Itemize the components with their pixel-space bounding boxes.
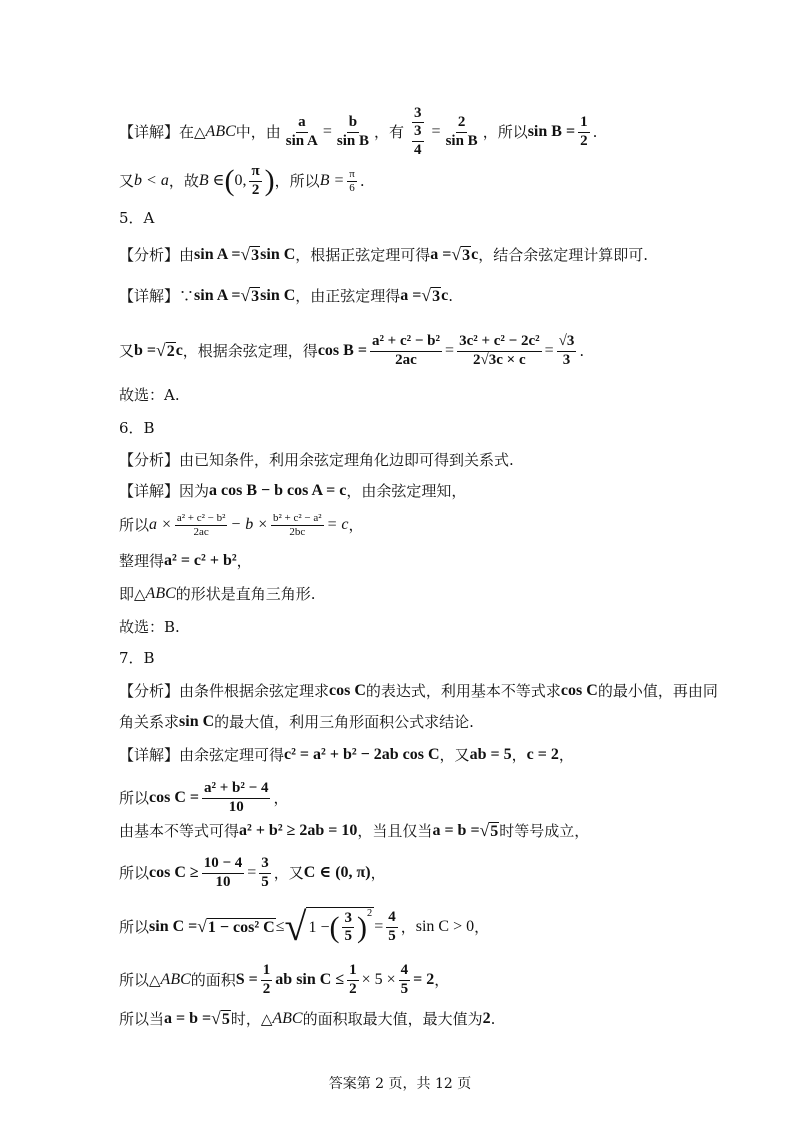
text-span: ， bbox=[370, 864, 386, 882]
detail-6-line-4 bbox=[119, 584, 740, 604]
math-expression: B = bbox=[319, 172, 345, 190]
math-expression: × 5 × bbox=[361, 971, 396, 989]
detail-7-line-2 bbox=[119, 776, 740, 820]
close-paren: ) bbox=[356, 910, 367, 944]
fraction bbox=[444, 114, 480, 150]
detail-7-line-3 bbox=[119, 820, 740, 842]
text-span: 时，△ bbox=[230, 1010, 273, 1028]
radicand: 3 bbox=[251, 287, 260, 305]
math-expression: sin C = bbox=[149, 918, 198, 936]
detail-6-line-2 bbox=[119, 507, 740, 543]
text-span: 6．B bbox=[119, 419, 155, 437]
fraction-numerator: a bbox=[296, 114, 308, 132]
text-span: . bbox=[592, 123, 598, 141]
math-expression: 1 − bbox=[308, 918, 330, 936]
fraction-numerator: √3 bbox=[557, 333, 577, 351]
text-span: 5．A bbox=[119, 209, 155, 227]
fraction-denominator: 2 bbox=[262, 980, 271, 997]
math-expression: a = bbox=[430, 246, 452, 264]
fraction bbox=[557, 333, 577, 369]
text-span: 故选：A. bbox=[119, 386, 180, 404]
detail-7-line-5 bbox=[119, 902, 740, 952]
radicand bbox=[306, 907, 374, 947]
text-span: 【分析】由已知条件，利用余弦定理角化边即可得到关系式. bbox=[119, 451, 514, 469]
radical-sign: √ bbox=[284, 904, 307, 949]
math-expression: b = bbox=[134, 342, 157, 360]
text-span: ，结合余弦定理计算即可. bbox=[478, 246, 648, 264]
text-span: 的最小值，再由同 bbox=[597, 682, 718, 700]
fraction-numerator: b bbox=[347, 114, 359, 132]
text-span: 的表达式，利用基本不等式求 bbox=[365, 682, 561, 700]
math-expression: S = bbox=[235, 971, 258, 989]
fraction-numerator: 3 bbox=[412, 123, 424, 141]
math-expression: sin A = bbox=[194, 246, 241, 264]
text-span: ， bbox=[236, 552, 252, 570]
fraction-numerator: 4 bbox=[399, 962, 411, 980]
math-expression: = bbox=[431, 123, 441, 141]
fraction-numerator: a² + c² − b² bbox=[176, 512, 226, 525]
detail-7-line-7 bbox=[119, 1008, 740, 1030]
fraction bbox=[175, 512, 228, 537]
text-span: 中，由 bbox=[235, 123, 281, 141]
square-root bbox=[479, 819, 500, 841]
text-span: ，又 bbox=[273, 864, 304, 882]
fraction-numerator: a² + c² − b² bbox=[370, 333, 442, 351]
text-span: 故选：B. bbox=[119, 618, 180, 636]
detail-5-line-1 bbox=[119, 285, 740, 307]
open-paren: ( bbox=[329, 910, 340, 944]
answer-label-6 bbox=[119, 418, 740, 438]
fraction-denominator: 2 bbox=[580, 132, 588, 149]
text-span: ， bbox=[511, 746, 527, 764]
radical-sign: √ bbox=[240, 284, 251, 305]
text-span: . bbox=[490, 1010, 496, 1028]
math-expression: cos C ≥ bbox=[149, 864, 199, 882]
fraction-denominator: 2 bbox=[251, 181, 260, 198]
fraction-numerator: 3c² + c² − 2c² bbox=[457, 333, 542, 351]
text-span: 的面积取最大值，最大值为 bbox=[302, 1010, 483, 1028]
math-expression: 0, bbox=[234, 172, 247, 190]
detail-6-line-3 bbox=[119, 550, 740, 572]
fraction bbox=[457, 333, 542, 369]
radical-sign: √ bbox=[479, 819, 490, 840]
solution-line-1 bbox=[119, 105, 740, 158]
math-expression: = bbox=[322, 123, 332, 141]
math-expression: sin B = bbox=[527, 123, 576, 141]
math-expression: ABC bbox=[160, 971, 191, 989]
open-paren: ( bbox=[224, 164, 235, 197]
fraction-denominator: 5 bbox=[388, 927, 396, 944]
radical-sign: √ bbox=[211, 1007, 221, 1028]
text-span: 【详解】因为 bbox=[119, 482, 210, 500]
fraction-numerator: 3 bbox=[342, 910, 354, 928]
radicand: 1 − cos² C bbox=[207, 918, 275, 936]
text-span: 所以△ bbox=[119, 971, 161, 989]
fraction-numerator: b² + c² − a² bbox=[272, 512, 322, 525]
math-expression: = bbox=[544, 342, 554, 360]
fraction-denominator: 2ac bbox=[193, 525, 209, 538]
fraction-numerator: 2 bbox=[456, 114, 468, 132]
fraction-denominator: 10 bbox=[215, 873, 231, 890]
fraction bbox=[370, 333, 442, 369]
square-root bbox=[240, 243, 261, 265]
math-expression: a² = c² + b² bbox=[164, 552, 237, 570]
math-expression: c bbox=[441, 287, 449, 305]
text-span: ，由正弦定理得 bbox=[295, 287, 401, 305]
text-span: 由基本不等式可得 bbox=[119, 822, 240, 840]
text-span: ， bbox=[434, 971, 450, 989]
text-span: 【详解】在△ bbox=[119, 123, 206, 141]
radical-sign: √ bbox=[156, 339, 166, 360]
fraction bbox=[284, 114, 320, 150]
fraction bbox=[249, 163, 261, 199]
math-expression: ≤ bbox=[275, 918, 285, 936]
fraction-numerator: 1 bbox=[347, 962, 359, 980]
text-span: 【分析】由条件根据余弦定理求 bbox=[119, 682, 330, 700]
math-expression: = bbox=[247, 864, 257, 882]
detail-7-line-1 bbox=[119, 744, 740, 766]
text-span: 所以 bbox=[119, 789, 150, 807]
fraction-denominator bbox=[407, 123, 429, 159]
fraction-denominator: 5 bbox=[344, 928, 352, 944]
nested-fraction bbox=[407, 105, 429, 159]
text-span: 所以 bbox=[119, 516, 150, 534]
detail-7-line-6 bbox=[119, 960, 740, 1000]
radical-sign: √ bbox=[421, 284, 432, 305]
answer-label-7 bbox=[119, 648, 740, 668]
fraction bbox=[259, 855, 271, 891]
math-expression: = bbox=[445, 342, 455, 360]
math-expression: cos C bbox=[560, 682, 598, 700]
text-span: 【详解】∵ bbox=[119, 287, 195, 305]
fraction bbox=[202, 780, 270, 816]
radical-sign: √ bbox=[197, 915, 207, 936]
inner-fraction bbox=[412, 123, 424, 159]
analysis-7-line-1 bbox=[119, 680, 740, 702]
math-expression: c² = a² + b² − 2ab cos C bbox=[284, 746, 440, 764]
math-expression: sin C bbox=[260, 287, 296, 305]
math-expression: ab = 5 bbox=[469, 746, 512, 764]
math-expression: − b × bbox=[230, 516, 268, 534]
exponent: 2 bbox=[366, 908, 373, 919]
radicand: 3 bbox=[462, 246, 471, 264]
math-expression: ab sin C ≤ bbox=[275, 971, 345, 989]
math-expression: cos C bbox=[329, 682, 366, 700]
math-expression: = c bbox=[326, 516, 349, 534]
fraction bbox=[386, 909, 398, 945]
fraction-denominator: 3 bbox=[562, 351, 571, 368]
math-expression: cos C = bbox=[149, 789, 200, 807]
text-span: ， bbox=[558, 746, 574, 764]
answer-label-5 bbox=[119, 208, 740, 228]
fraction-numerator: π bbox=[249, 163, 261, 181]
text-span: 的面积 bbox=[190, 971, 236, 989]
text-span: . bbox=[579, 342, 585, 360]
fraction bbox=[347, 168, 357, 193]
text-span: ，根据正弦定理可得 bbox=[295, 246, 431, 264]
math-expression: ABC bbox=[205, 123, 236, 141]
fraction-denominator: sin B bbox=[336, 132, 370, 149]
math-expression: c bbox=[175, 342, 183, 360]
square-root bbox=[284, 904, 375, 949]
fraction-denominator: sin B bbox=[445, 132, 478, 149]
text-span: 【分析】由 bbox=[119, 246, 195, 264]
square-root bbox=[240, 284, 261, 306]
fraction-denominator: sin A bbox=[285, 132, 318, 149]
radical-sign: √ bbox=[240, 243, 251, 264]
square-root bbox=[421, 284, 441, 306]
text-span: ，所以 bbox=[482, 123, 528, 141]
fraction bbox=[335, 114, 371, 150]
math-expression: sin A = bbox=[194, 287, 241, 305]
fraction-denominator: 6 bbox=[349, 181, 355, 194]
math-expression: ABC bbox=[272, 1010, 303, 1028]
square-root bbox=[211, 1007, 231, 1029]
square-root bbox=[197, 915, 275, 937]
fraction-numerator: 1 bbox=[578, 114, 590, 132]
text-span: 【详解】由余弦定理可得 bbox=[119, 746, 285, 764]
fraction bbox=[202, 855, 245, 891]
math-expression: ABC bbox=[145, 585, 176, 603]
choice-6 bbox=[119, 617, 740, 637]
text-span: ，又 bbox=[439, 746, 470, 764]
analysis-5 bbox=[119, 244, 740, 266]
radicand: 3 bbox=[432, 287, 441, 305]
math-expression: a² + b² ≥ 2ab = 10 bbox=[239, 822, 358, 840]
square-root bbox=[451, 243, 471, 265]
fraction-denominator: 10 bbox=[228, 798, 244, 815]
math-expression: a cos B − b cos A = c bbox=[209, 482, 347, 500]
text-span: 即△ bbox=[119, 585, 146, 603]
math-expression: c = 2 bbox=[526, 746, 559, 764]
math-expression: = bbox=[374, 918, 384, 936]
detail-7-line-4 bbox=[119, 853, 740, 893]
text-span: 所以当 bbox=[119, 1010, 165, 1028]
fraction-numerator: π bbox=[349, 168, 355, 181]
text-span: . bbox=[359, 172, 365, 190]
page-footer: 答案第 2 页，共 12 页 bbox=[328, 1076, 472, 1092]
text-span: ， bbox=[273, 789, 289, 807]
math-expression: = 2 bbox=[413, 971, 435, 989]
text-span: ，故 bbox=[168, 172, 199, 190]
text-span: ， bbox=[474, 918, 490, 936]
solution-line-2 bbox=[119, 163, 740, 199]
math-expression: c bbox=[471, 246, 479, 264]
text-span: 时等号成立， bbox=[499, 822, 590, 840]
text-span: ，由余弦定理知， bbox=[346, 482, 467, 500]
text-span: . bbox=[448, 287, 453, 305]
close-paren: ) bbox=[264, 164, 275, 197]
fraction-denominator: 2 bbox=[349, 980, 357, 997]
analysis-6 bbox=[119, 450, 740, 470]
text-span: ， bbox=[400, 918, 416, 936]
text-span: 7．B bbox=[119, 649, 155, 667]
detail-6-line-1 bbox=[119, 480, 740, 502]
text-span: 整理得 bbox=[119, 552, 165, 570]
fraction-numerator: 1 bbox=[261, 962, 273, 980]
math-expression: a = bbox=[400, 287, 422, 305]
text-span: 又 bbox=[119, 172, 135, 190]
radicand: 5 bbox=[490, 822, 499, 840]
math-expression: 2 bbox=[482, 1010, 491, 1028]
math-expression: b < a bbox=[134, 172, 169, 190]
text-span: ，所以 bbox=[274, 172, 320, 190]
text-span: ，根据余弦定理，得 bbox=[182, 342, 318, 360]
radical-sign: √ bbox=[451, 243, 462, 264]
text-span: ， bbox=[348, 516, 364, 534]
math-expression: a = b = bbox=[432, 822, 480, 840]
fraction-denominator: 5 bbox=[261, 873, 269, 890]
fraction bbox=[342, 910, 354, 946]
text-span: ，当且仅当 bbox=[357, 822, 433, 840]
text-span: 角关系求 bbox=[119, 713, 180, 731]
math-expression: sin C > 0 bbox=[415, 918, 475, 936]
radicand: 3 bbox=[251, 246, 260, 264]
choice-5 bbox=[119, 385, 740, 405]
detail-5-line-2 bbox=[119, 330, 740, 372]
math-expression: a × bbox=[149, 516, 172, 534]
fraction-numerator: 4 bbox=[386, 909, 398, 927]
fraction-numerator: 3 bbox=[259, 855, 271, 873]
math-expression: a = b = bbox=[164, 1010, 212, 1028]
math-expression: sin C bbox=[260, 246, 296, 264]
fraction-denominator: 2bc bbox=[289, 525, 306, 538]
radicand: 2 bbox=[166, 342, 175, 360]
text-span: 所以 bbox=[119, 864, 150, 882]
fraction bbox=[578, 114, 590, 150]
analysis-7-line-2 bbox=[119, 712, 740, 732]
math-expression: cos B = bbox=[317, 342, 367, 360]
fraction bbox=[261, 962, 273, 998]
math-expression: sin C bbox=[179, 713, 215, 731]
text-span: ，有 bbox=[374, 123, 405, 141]
radicand: 5 bbox=[221, 1010, 230, 1028]
fraction-numerator: 3 bbox=[412, 105, 424, 123]
parenthesized-interval bbox=[224, 163, 274, 199]
text-span: 又 bbox=[119, 342, 135, 360]
fraction bbox=[399, 962, 411, 998]
math-expression: C ∈ (0, π) bbox=[303, 864, 371, 882]
fraction bbox=[347, 962, 359, 998]
square-root bbox=[156, 339, 176, 361]
fraction bbox=[271, 512, 324, 537]
fraction-denominator: 2ac bbox=[395, 351, 417, 368]
fraction-denominator: 5 bbox=[400, 980, 409, 997]
text-span: 的最大值，利用三角形面积公式求结论. bbox=[214, 713, 474, 731]
fraction-denominator: 2√3c × c bbox=[473, 351, 526, 368]
text-span: 的形状是直角三角形. bbox=[175, 585, 316, 603]
math-expression: B ∈ bbox=[198, 172, 225, 190]
text-span: 所以 bbox=[119, 918, 150, 936]
fraction-denominator: 4 bbox=[414, 141, 422, 158]
fraction-numerator: 10 − 4 bbox=[202, 855, 245, 873]
fraction-numerator: a² + b² − 4 bbox=[202, 780, 270, 798]
